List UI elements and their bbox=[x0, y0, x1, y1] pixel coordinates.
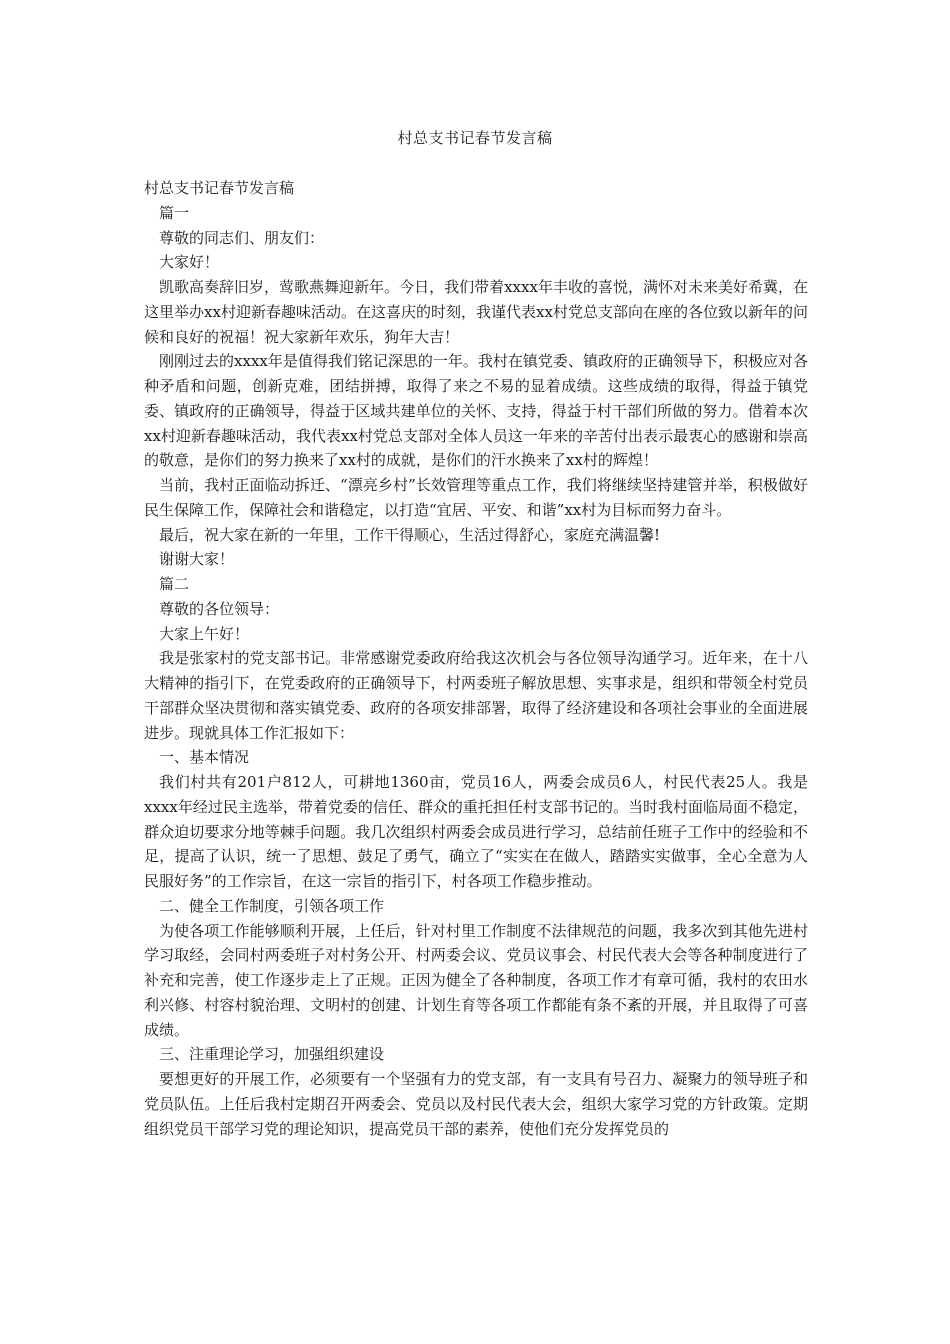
paragraph: 我是张家村的党支部书记。非常感谢党委政府给我这次机会与各位领导沟通学习。近年来，在十八大精神的指引下，在党委政府的正确领导下，村两委班子解放思想、实事求是，组织和带领全村党员干部群众坚决贯彻和落实镇党委、政府的各项安排部署，取得了经济建设和各项社会事业的全面进展进步。现就具体工作汇报如下： bbox=[144, 649, 808, 742]
document-title: 村总支书记春节发言稿 bbox=[397, 129, 553, 147]
greeting: 大家好！ bbox=[159, 253, 220, 272]
paragraph: 刚刚过去的xxxx年是值得我们铭记深思的一年。我村在镇党委、镇政府的正确领导下，积极应对各种矛盾和问题，创新克难，团结拼搏，取得了来之不易的显着成绩。这些成绩的取得，得益于镇党委、镇政府的正确领导，得益于区域共建单位的关怀、支持，得益于村干部们所做的努力。借着本次xx村迎新春趣味活动，我代表xx村党总支部对全体人员这一年来的辛苦付出表示最衷心的感谢和崇高的敬意，是你们的努力换来了xx村的成就，是你们的汗水换来了xx村的辉煌！ bbox=[144, 352, 808, 470]
closing: 谢谢大家！ bbox=[159, 550, 235, 569]
paragraph: 为使各项工作能够顺利开展，上任后，针对村里工作制度不法律规范的问题，我多次到其他先进村学习取经，会同村两委班子对村务公开、村两委会议、党员议事会、村民代表大会等各种制度进行了补充和完善，使工作逐步走上了正规。正因为健全了各种制度，各项工作才有章可循，我村的农田水利兴修、村容村貌治理、文明村的创建、计划生育等各项工作都能有条不紊的开展，并且取得了可喜成绩。 bbox=[144, 921, 808, 1039]
paragraph: 最后，祝大家在新的一年里，工作干得顺心，生活过得舒心，家庭充满温馨! bbox=[159, 525, 661, 544]
document-subtitle: 村总支书记春节发言稿 bbox=[144, 179, 295, 197]
section-heading-part-2: 篇二 bbox=[159, 575, 190, 593]
paragraph: 当前，我村正面临动拆迁、“漂亮乡村”长效管理等重点工作，我们将继续坚持建管并举，积极做好民生保障工作，保障社会和谐稳定，以打造“宜居、平安、和谐”xx村为目标而努力奋斗。 bbox=[144, 476, 808, 519]
subheading: 三、注重理论学习，加强组织建设 bbox=[159, 1045, 385, 1064]
paragraph: 要想更好的开展工作，必须要有一个坚强有力的党支部，有一支具有号召力、凝聚力的领导班子和党员队伍。上任后我村定期召开两委会、党员以及村民代表大会，组织大家学习党的方针政策。定期组织党员干部学习党的理论知识，提高党员干部的素养，使他们充分发挥党员的 bbox=[144, 1070, 808, 1138]
greeting: 大家上午好！ bbox=[159, 624, 250, 643]
salutation: 尊敬的同志们、朋友们： bbox=[159, 228, 325, 247]
section-heading-part-1: 篇一 bbox=[159, 203, 190, 222]
subheading: 二、健全工作制度，引领各项工作 bbox=[159, 896, 385, 915]
subheading: 一、基本情况 bbox=[159, 748, 250, 767]
paragraph: 我们村共有201户812人，可耕地1360亩，党员16人，两委会成员6人，村民代表25人。我是xxxx年经过民主选举，带着党委的信任、群众的重托担任村支部书记的。当时我村面临局面不稳定，群众迫切要求分地等棘手问题。我几次组织村两委会成员进行学习，总结前任班子工作中的经验和不足，提高了认识，统一了思想、鼓足了勇气，确立了“实实在在做人，踏踏实实做事，全心全意为人民服好务”的工作宗旨，在这一宗旨的指引下，村各项工作稳步推动。 bbox=[144, 773, 808, 890]
document-body bbox=[144, 176, 808, 1141]
salutation: 尊敬的各位领导： bbox=[159, 599, 280, 618]
paragraph: 凯歌高奏辞旧岁，莺歌燕舞迎新年。今日，我们带着xxxx年丰收的喜悦，满怀对未来美好希冀，在这里举办xx村迎新春趣味活动。在这喜庆的时刻，我谨代表xx村党总支部向在座的各位致以新年的问候和良好的祝福！祝大家新年欢乐，狗年大吉！ bbox=[144, 278, 808, 346]
